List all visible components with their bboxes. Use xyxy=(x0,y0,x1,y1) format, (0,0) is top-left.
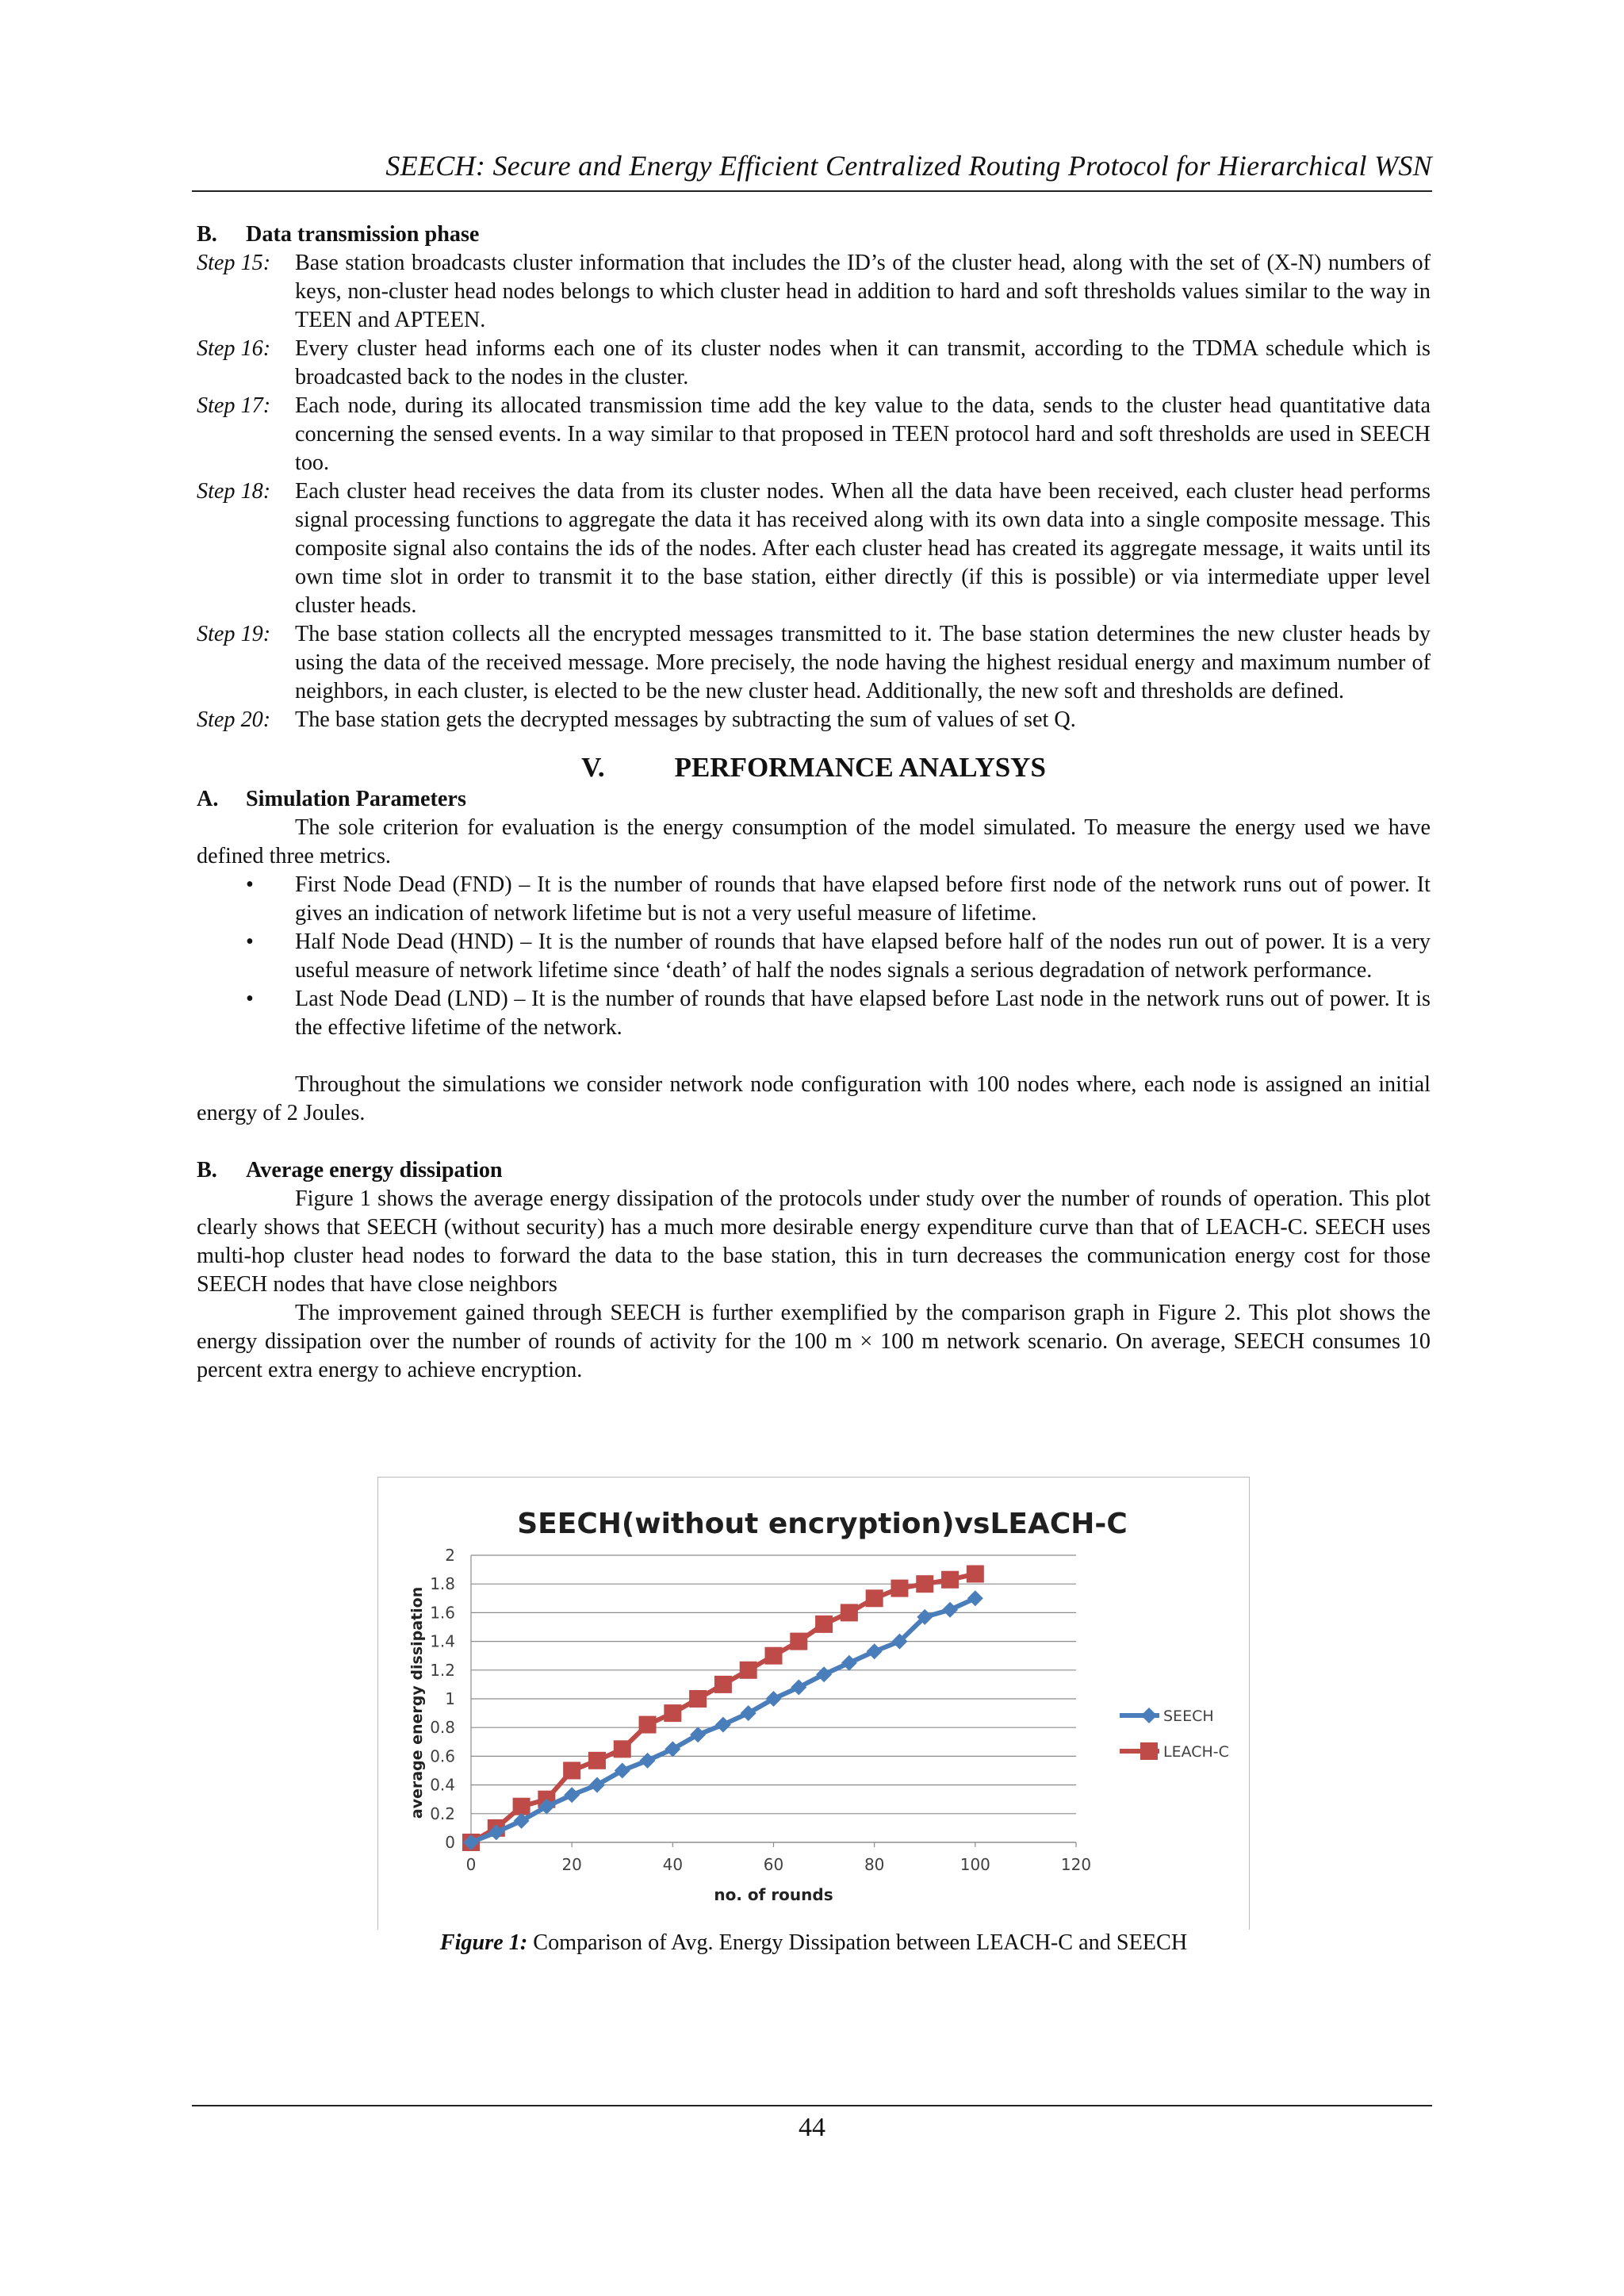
data-point-leach-c xyxy=(941,1571,959,1589)
line-chart xyxy=(378,1478,1247,1930)
x-tick-label: 80 xyxy=(864,1855,885,1874)
y-axis-label: average energy dissipation xyxy=(408,1586,426,1819)
data-point-seech xyxy=(967,1590,983,1606)
figure-label: Figure 1: xyxy=(439,1930,528,1955)
paragraph: The sole criterion for evaluation is the energy consumption of the model simulated. To measure the energy used we have defined three metrics. xyxy=(197,815,1431,868)
running-header: SEECH: Secure and Energy Efficient Centralized Routing Protocol for Hierarchical WSN xyxy=(385,150,1432,182)
paragraph: Throughout the simulations we consider network node configuration with 100 nodes where, each node is assigned an initial energy of 2 Joules. xyxy=(197,1072,1431,1125)
bullet-dot-icon: • xyxy=(246,930,254,954)
data-point-leach-c xyxy=(967,1566,984,1583)
subsection-title: Data transmission phase xyxy=(246,222,480,247)
step-label: Step 18: xyxy=(197,479,271,504)
y-tick-label: 1.8 xyxy=(430,1574,455,1594)
data-point-leach-c xyxy=(841,1604,858,1621)
step-label: Step 20: xyxy=(197,707,271,732)
y-tick-label: 0 xyxy=(445,1833,455,1852)
figure-caption-text: Comparison of Avg. Energy Dissipation between LEACH-C and SEECH xyxy=(533,1930,1188,1955)
step-label: Step 16: xyxy=(197,336,271,361)
y-tick-label: 0.6 xyxy=(430,1746,455,1766)
subsection-letter: B. xyxy=(197,222,217,247)
step-item xyxy=(197,706,1431,734)
data-point-seech xyxy=(564,1787,580,1803)
footer-rule xyxy=(192,2105,1432,2106)
y-tick-label: 1.6 xyxy=(430,1603,455,1623)
subsection-data-transmission xyxy=(197,220,1431,249)
y-tick-label: 0.8 xyxy=(430,1718,455,1738)
paragraph: Figure 1 shows the average energy dissipation of the protocols under study over the number of rounds of operation. This plot clearly shows that SEECH (without security) has a much more desirable energy expenditure curve than that of LEACH-C. SEECH uses multi-hop cluster head nodes to forward the data to the base station, this in turn decreases the communication energy cost for those SEECH nodes that have close neighbors xyxy=(197,1186,1431,1297)
y-tick-label: 1 xyxy=(445,1689,455,1708)
legend-label: LEACH-C xyxy=(1163,1743,1229,1761)
data-point-leach-c xyxy=(689,1690,707,1708)
data-point-leach-c xyxy=(866,1589,883,1607)
data-point-leach-c xyxy=(891,1580,908,1597)
x-tick-label: 60 xyxy=(763,1855,784,1874)
x-tick-label: 0 xyxy=(465,1855,477,1874)
y-tick-label: 1.2 xyxy=(430,1660,455,1680)
data-point-leach-c xyxy=(588,1752,606,1769)
x-tick-label: 120 xyxy=(1060,1855,1092,1874)
step-list xyxy=(197,249,1431,734)
step-label: Step 15: xyxy=(197,251,271,275)
section-title: PERFORMANCE ANALYSYS xyxy=(674,752,1046,783)
figure-1 xyxy=(377,1477,1250,1930)
step-text: Base station broadcasts cluster information that includes the ID’s of the cluster head, along with the set of (X-N) numbers of keys, non-cluster head nodes belongs to which cluster head in addition to hard and soft thresholds values similar to the way in TEEN and APTEEN. xyxy=(295,251,1431,332)
step-text: The base station collects all the encrypted messages transmitted to it. The base station determines the new cluster heads by using the data of the received message. More precisely, the node having the highest residual energy and maximum number of neighbors, in each cluster, is elected to be the new cluster head. Additionally, the new soft and thresholds are defined. xyxy=(295,622,1431,703)
bullet-text: Last Node Dead (LND) – It is the number of rounds that have elapsed before Last node in the network runs out of power. It is the effective lifetime of the network. xyxy=(295,987,1431,1040)
data-point-seech xyxy=(942,1602,958,1618)
data-point-leach-c xyxy=(714,1676,732,1693)
page-number: 44 xyxy=(799,2113,825,2142)
step-label: Step 19: xyxy=(197,622,271,646)
x-tick-label: 100 xyxy=(959,1855,990,1874)
legend-marker-leach-c xyxy=(1140,1742,1158,1760)
bullet-item xyxy=(246,985,1431,1042)
data-point-leach-c xyxy=(790,1633,807,1650)
bullet-text: First Node Dead (FND) – It is the number of rounds that have elapsed before first node of the network runs out of power. It gives an indication of network lifetime but is not a very useful measure of lifetime. xyxy=(295,872,1431,926)
figure-caption xyxy=(197,1930,1431,1956)
step-item xyxy=(197,477,1431,620)
step-item xyxy=(197,335,1431,392)
subsection-letter: A. xyxy=(197,787,219,811)
data-point-leach-c xyxy=(740,1662,757,1679)
bullet-dot-icon: • xyxy=(246,987,254,1011)
section-number: V. xyxy=(581,752,605,783)
header-rule xyxy=(192,190,1432,192)
bullet-dot-icon: • xyxy=(246,872,254,897)
data-point-leach-c xyxy=(639,1716,657,1734)
subsection-average-energy xyxy=(197,1156,1431,1185)
step-item xyxy=(197,249,1431,335)
x-tick-label: 40 xyxy=(662,1855,684,1874)
data-point-seech xyxy=(715,1717,731,1733)
subsection-title: Average energy dissipation xyxy=(246,1158,503,1182)
data-point-leach-c xyxy=(916,1575,933,1593)
legend-marker-seech xyxy=(1141,1708,1157,1723)
data-point-leach-c xyxy=(765,1647,783,1665)
data-point-seech xyxy=(791,1680,806,1696)
data-point-leach-c xyxy=(664,1704,681,1722)
section-heading xyxy=(197,750,1431,785)
step-text: Each cluster head receives the data from its cluster nodes. When all the data have been received, each cluster head performs signal processing functions to aggregate the data it has received along with its own data into a single composite message. This composite signal also contains the ids of the nodes. After each cluster head has created its aggregate message, it waits until its own time slot in order to transmit it to the base station, either directly (if this is possible) or via intermediate upper level cluster heads. xyxy=(295,479,1431,618)
data-point-seech xyxy=(640,1753,656,1769)
step-item xyxy=(197,392,1431,477)
subsection-letter: B. xyxy=(197,1158,217,1182)
data-point-seech xyxy=(841,1655,857,1671)
data-point-seech xyxy=(816,1666,832,1682)
data-point-leach-c xyxy=(513,1798,530,1815)
step-text: Each node, during its allocated transmission time add the key value to the data, sends to the cluster head quantitative data concerning the sensed events. In a way similar to that proposed in TEEN protocol hard and soft thresholds are used in SEECH too. xyxy=(295,393,1431,475)
subsection-simulation-parameters xyxy=(197,785,1431,814)
data-point-seech xyxy=(867,1643,883,1659)
data-point-leach-c xyxy=(815,1616,833,1633)
subsection-title: Simulation Parameters xyxy=(246,787,466,811)
paragraph: The improvement gained through SEECH is further exemplified by the comparison graph in Figure 2. This plot shows the energy dissipation over the number of rounds of activity for the 100 m × 100 m network scenario. On average, SEECH consumes 10 percent extra energy to achieve encryption. xyxy=(197,1301,1431,1382)
bullet-item xyxy=(246,928,1431,985)
y-tick-label: 0.2 xyxy=(430,1803,455,1823)
x-tick-label: 20 xyxy=(561,1855,582,1874)
bullet-item xyxy=(246,871,1431,928)
step-label: Step 17: xyxy=(197,393,271,418)
page-body xyxy=(197,220,1431,1385)
step-item xyxy=(197,620,1431,706)
y-tick-label: 2 xyxy=(445,1546,455,1565)
y-tick-label: 0.4 xyxy=(430,1775,455,1795)
bullet-list xyxy=(197,871,1431,1042)
bullet-text: Half Node Dead (HND) – It is the number of rounds that have elapsed before half of the nodes run out of power. It is a very useful measure of network lifetime since ‘death’ of half the nodes signals a serious degradation of network performance. xyxy=(295,930,1431,983)
data-point-leach-c xyxy=(563,1762,580,1780)
step-text: Every cluster head informs each one of its cluster nodes when it can transmit, according to the TDMA schedule which is broadcasted back to the nodes in the cluster. xyxy=(295,336,1431,389)
chart-title: SEECH(without encryption)vsLEACH-C xyxy=(517,1508,1128,1540)
legend-label: SEECH xyxy=(1163,1708,1214,1725)
data-point-leach-c xyxy=(614,1740,631,1757)
step-text: The base station gets the decrypted messages by subtracting the sum of values of set Q. xyxy=(295,707,1076,732)
y-tick-label: 1.4 xyxy=(430,1631,455,1651)
x-axis-label: no. of rounds xyxy=(714,1885,833,1904)
